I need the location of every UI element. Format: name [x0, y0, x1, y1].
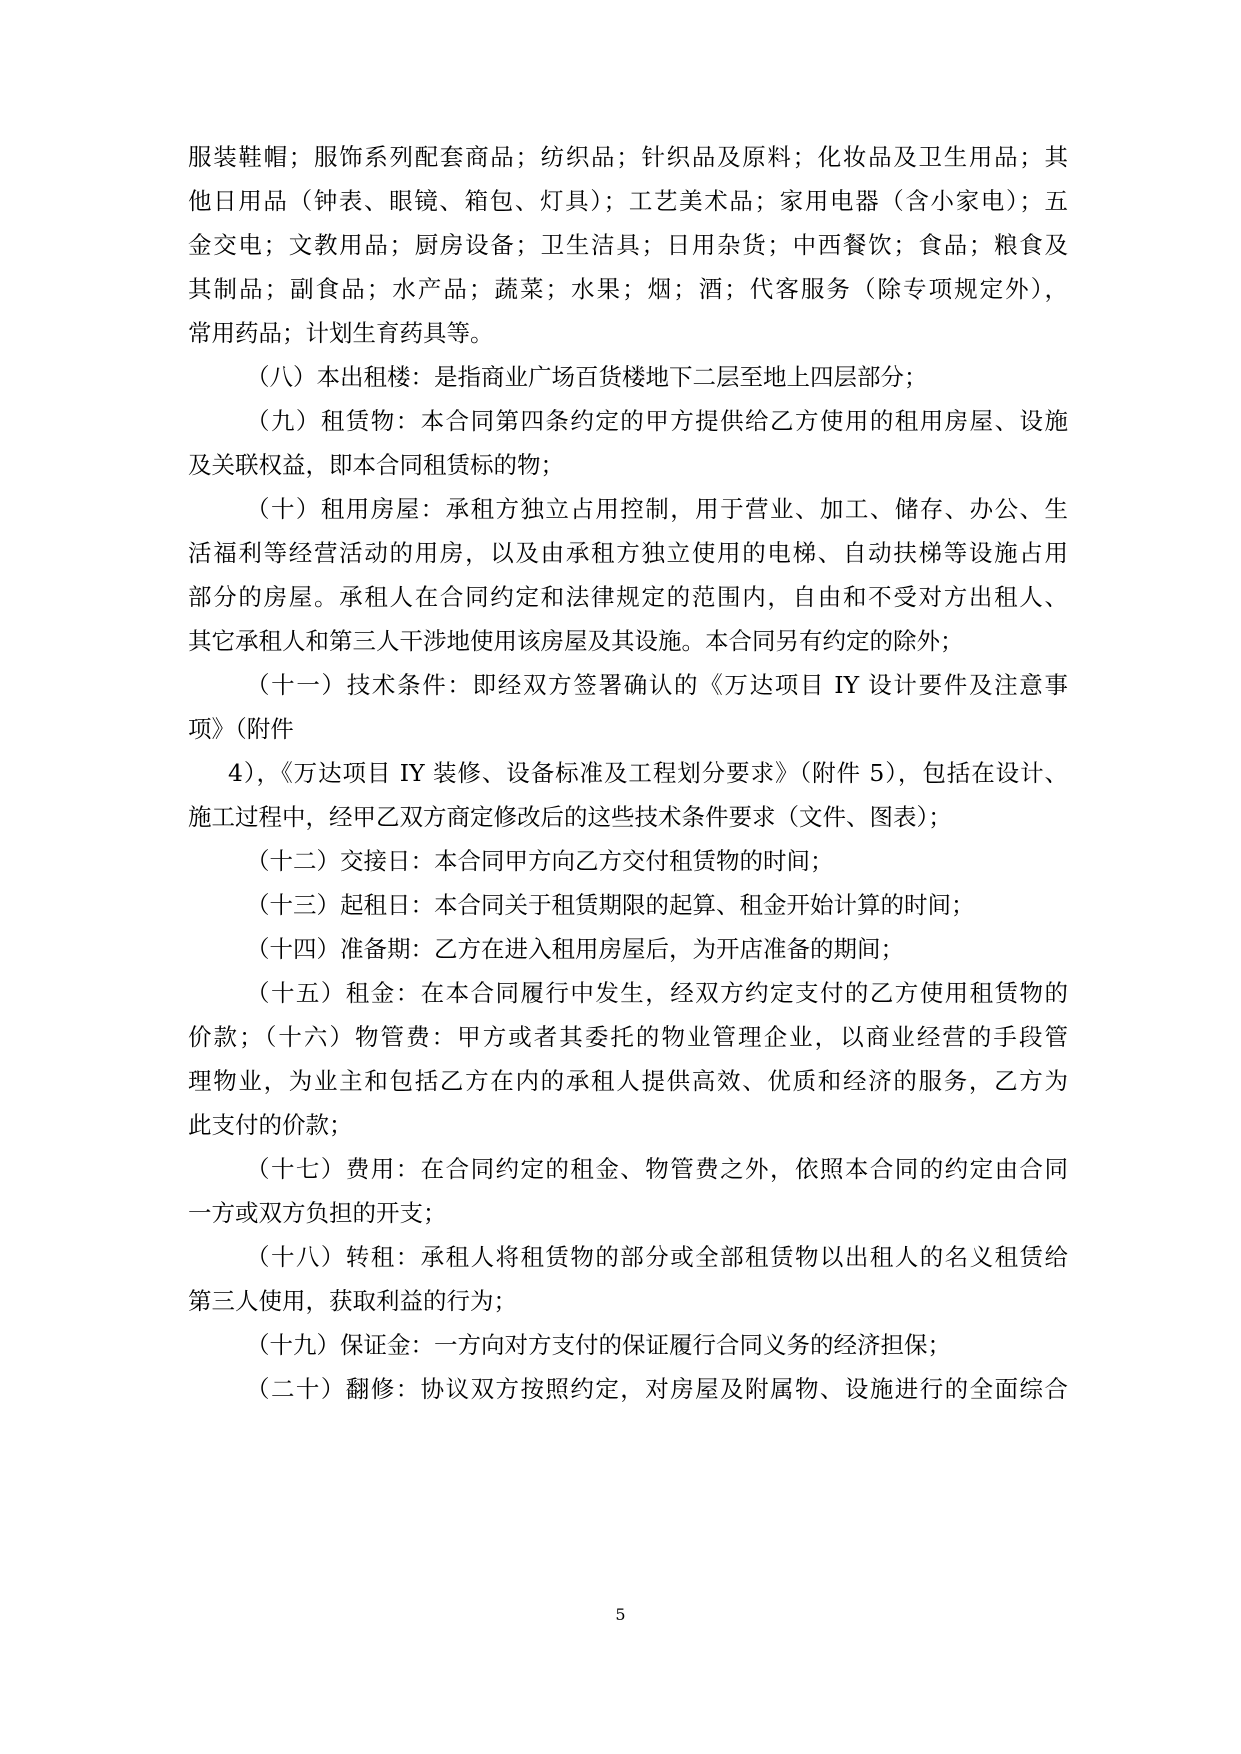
text-line: 第三人使用，获取利益的行为；	[188, 1287, 517, 1315]
clause-10: （十）租用房屋：承租方独立占用控制，用于营业、加工、储存、办公、生	[246, 495, 1068, 523]
clause-17: （十七）费用：在合同约定的租金、物管费之外，依照本合同的约定由合同	[246, 1155, 1068, 1183]
clause-18: （十八）转租：承租人将租赁物的部分或全部租赁物以出租人的名义租赁给	[246, 1243, 1068, 1271]
clause-11: （十一）技术条件：即经双方签署确认的《万达项目 IY 设计要件及注意事	[246, 671, 1068, 699]
clause-8: （八）本出租楼：是指商业广场百货楼地下二层至地上四层部分；	[246, 363, 928, 391]
text-line: 施工过程中，经甲乙双方商定修改后的这些技术条件要求（文件、图表）；	[188, 803, 952, 831]
clause-15: （十五）租金：在本合同履行中发生，经双方约定支付的乙方使用租赁物的	[246, 979, 1068, 1007]
text-line: 其制品；副食品；水产品；蔬菜；水果；烟；酒；代客服务（除专项规定外），	[188, 275, 1068, 303]
text-line: 服装鞋帽；服饰系列配套商品；纺织品；针织品及原料；化妆品及卫生用品；其	[188, 143, 1068, 171]
clause-16: 价款；（十六）物管费：甲方或者其委托的物业管理企业，以商业经营的手段管	[188, 1023, 1068, 1051]
clause-19: （十九）保证金：一方向对方支付的保证履行合同义务的经济担保；	[246, 1331, 951, 1359]
text-line: 一方或双方负担的开支；	[188, 1199, 447, 1227]
text-line: 及关联权益，即本合同租赁标的物；	[188, 451, 564, 479]
text-line: 部分的房屋。承租人在合同约定和法律规定的范围内，自由和不受对方出租人、	[188, 583, 1068, 611]
text-line: 金交电；文教用品；厨房设备；卫生洁具；日用杂货；中西餐饮；食品；粮食及	[188, 231, 1068, 259]
text-line: 4），《万达项目 IY 装修、设备标准及工程划分要求》（附件 5），包括在设计、	[228, 759, 1068, 787]
clause-9: （九）租赁物：本合同第四条约定的甲方提供给乙方使用的租用房屋、设施	[246, 407, 1068, 435]
text-line: 此支付的价款；	[188, 1111, 353, 1139]
clause-12: （十二）交接日：本合同甲方向乙方交付租赁物的时间；	[246, 847, 834, 875]
page-number: 5	[615, 1605, 626, 1624]
clause-14: （十四）准备期：乙方在进入租用房屋后，为开店准备的期间；	[246, 935, 904, 963]
text-line: 常用药品；计划生育药具等。	[188, 319, 494, 347]
text-line: 他日用品（钟表、眼镜、箱包、灯具）；工艺美术品；家用电器（含小家电）；五	[188, 187, 1068, 215]
clause-20: （二十）翻修：协议双方按照约定，对房屋及附属物、设施进行的全面综合	[246, 1375, 1068, 1403]
text-line: 理物业，为业主和包括乙方在内的承租人提供高效、优质和经济的服务，乙方为	[188, 1067, 1068, 1095]
text-line: 项》（附件	[188, 715, 294, 743]
clause-13: （十三）起租日：本合同关于租赁期限的起算、租金开始计算的时间；	[246, 891, 975, 919]
text-line: 活福利等经营活动的用房，以及由承租方独立使用的电梯、自动扶梯等设施占用	[188, 539, 1068, 567]
text-line: 其它承租人和第三人干涉地使用该房屋及其设施。本合同另有约定的除外；	[188, 627, 964, 655]
